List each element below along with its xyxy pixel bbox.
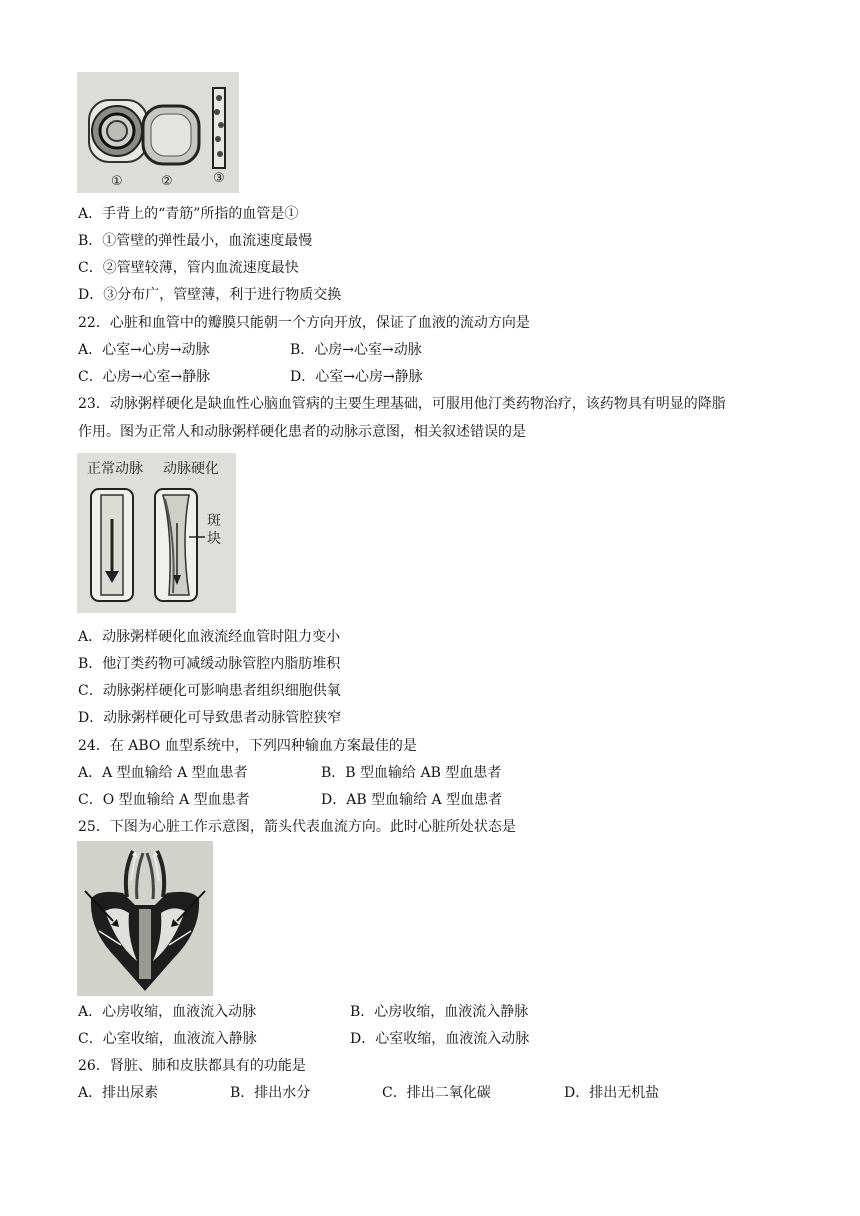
q23-option-d: D．动脉粥样硬化可导致患者动脉管腔狭窄 (78, 710, 342, 726)
q22-option-a: A．心室→心房→动脉 (78, 342, 210, 358)
q24-option-a: A．A 型血输给 A 型血患者 (78, 765, 248, 781)
q24-option-c: C．O 型血输给 A 型血患者 (78, 792, 250, 808)
plaque-label-2: 块 (207, 531, 221, 547)
q22-option-b: B．心房→心室→动脉 (290, 342, 422, 358)
q24-option-b: B．B 型血输给 AB 型血患者 (321, 765, 502, 781)
q26-option-b: B．排出水分 (230, 1085, 311, 1101)
q24-option-d: D．AB 型血输给 A 型血患者 (321, 792, 503, 808)
vessel-label-3: ③ (213, 171, 225, 186)
q25-option-a: A．心房收缩，血液流入动脉 (78, 1004, 257, 1020)
q22-stem: 22．心脏和血管中的瓣膜只能朝一个方向开放，保证了血液的流动方向是 (78, 315, 530, 331)
q21-option-a: A．手背上的“青筋”所指的血管是① (78, 206, 299, 222)
q22-option-c: C．心房→心室→静脉 (78, 369, 211, 385)
artery-comparison-figure (77, 453, 236, 613)
q25-option-d: D．心室收缩，血液流入动脉 (350, 1031, 530, 1047)
q23-option-c: C．动脉粥样硬化可影响患者组织细胞供氧 (78, 683, 341, 699)
q23-option-b: B．他汀类药物可减缓动脉管腔内脂肪堆积 (78, 656, 341, 672)
vessel-label-2: ② (161, 174, 173, 189)
hardened-artery-label: 动脉硬化 (163, 461, 219, 477)
q26-stem: 26．肾脏、肺和皮肤都具有的功能是 (78, 1058, 306, 1074)
vessel-label-1: ① (111, 174, 123, 189)
q21-option-b: B．①管壁的弹性最小，血流速度最慢 (78, 233, 313, 249)
q26-option-c: C．排出二氧化碳 (382, 1085, 491, 1101)
q21-option-c: C．②管壁较薄，管内血流速度最快 (78, 260, 299, 276)
q24-stem: 24．在 ABO 血型系统中，下列四种输血方案最佳的是 (78, 738, 417, 754)
q22-option-d: D．心室→心房→静脉 (290, 369, 423, 385)
q26-option-a: A．排出尿素 (78, 1085, 159, 1101)
q25-option-b: B．心房收缩，血液流入静脉 (350, 1004, 529, 1020)
q23-stem-line-2: 作用。图为正常人和动脉粥样硬化患者的动脉示意图，相关叙述错误的是 (78, 424, 526, 440)
q25-stem: 25．下图为心脏工作示意图，箭头代表血流方向。此时心脏所处状态是 (78, 819, 516, 835)
q23-stem-line-1: 23．动脉粥样硬化是缺血性心脑血管病的主要生理基础，可服用他汀类药物治疗，该药物具有明显的降脂 (78, 396, 726, 412)
q23-option-a: A．动脉粥样硬化血液流经血管时阻力变小 (78, 629, 341, 645)
blood-vessel-figure (77, 72, 239, 193)
normal-artery-label: 正常动脉 (87, 461, 143, 477)
q21-option-d: D．③分布广，管壁薄，利于进行物质交换 (78, 287, 342, 303)
q26-option-d: D．排出无机盐 (564, 1085, 660, 1101)
plaque-label-1: 斑 (207, 513, 221, 529)
q25-option-c: C．心室收缩，血液流入静脉 (78, 1031, 257, 1047)
heart-diagram-figure (77, 841, 213, 996)
